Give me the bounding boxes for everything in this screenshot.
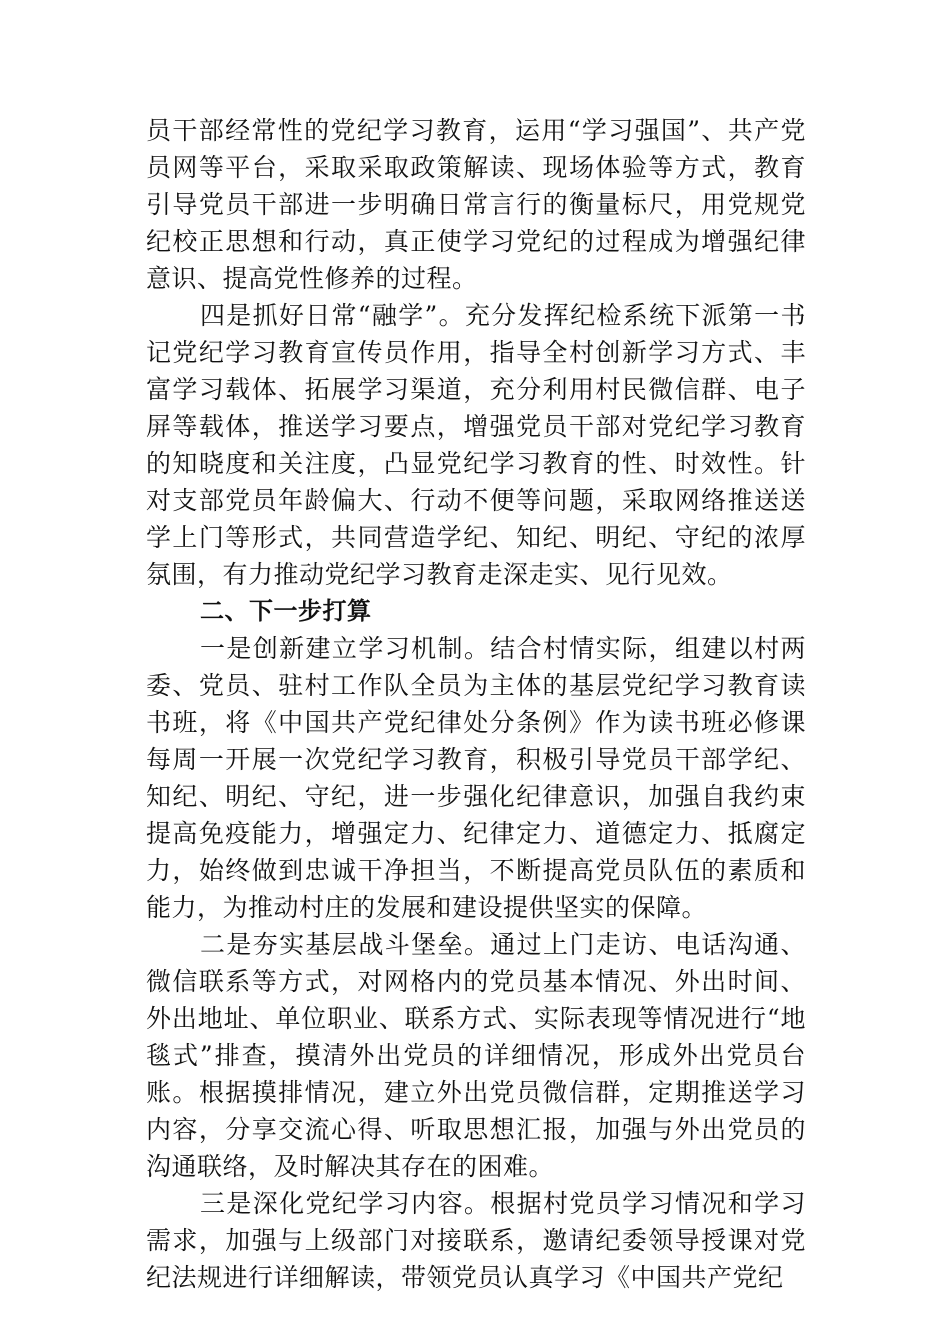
paragraph-daily-learning: 四是抓好日常“融学”。充分发挥纪检系统下派第一书记党纪学习教育宣传员作用，指导全村创新学习方式、丰富学习载体、拓展学习渠道，充分利用村民微信群、电子屏等载体，推送学习要点，增强党员干部对党纪学习教育的知晓度和关注度，凸显党纪学习教育的性、时效性。针对支部党员年龄偏大、行动不便等问题，采取网络推送送学上门等形式，共同营造学纪、知纪、明纪、守纪的浓厚氛围，有力推动党纪学习教育走深走实、见行见效。 xyxy=(146,301,806,589)
section-heading-next-steps: 二、下一步打算 xyxy=(200,597,372,625)
paragraph-continuation: 员干部经常性的党纪学习教育，运用“学习强国”、共产党员网等平台，采取采取政策解读、现场体验等方式，教育引导党员干部进一步明确日常言行的衡量标尺，用党规党纪校正思想和行动，真正使学习党纪的过程成为增强纪律意识、提高党性修养的过程。 xyxy=(146,116,806,293)
paragraph-learning-mechanism: 一是创新建立学习机制。结合村情实际，组建以村两委、党员、驻村工作队全员为主体的基层党纪学习教育读书班，将《中国共产党纪律处分条例》作为读书班必修课每周一开展一次党纪学习教育，积极引导党员干部学纪、知纪、明纪、守纪，进一步强化纪律意识，加强自我约束提高免疫能力，增强定力、纪律定力、道德定力、抵腐定力，始终做到忠诚干净担当，不断提高党员队伍的素质和能力，为推动村庄的发展和建设提供坚实的保障。 xyxy=(146,634,806,922)
paragraph-deepen-learning: 三是深化党纪学习内容。根据村党员学习情况和学习需求，加强与上级部门对接联系，邀请纪委领导授课对党纪法规进行详细解读，带领党员认真学习《中国共产党纪 xyxy=(146,1189,806,1292)
document-body xyxy=(146,112,806,1296)
paragraph-grassroots-fortress: 二是夯实基层战斗堡垒。通过上门走访、电话沟通、微信联系等方式，对网格内的党员基本情况、外出时间、外出地址、单位职业、联系方式、实际表现等情况进行“地毯式”排查，摸清外出党员的详细情况，形成外出党员台账。根据摸排情况，建立外出党员微信群，定期推送学习内容，分享交流心得、听取思想汇报，加强与外出党员的沟通联络，及时解决其存在的困难。 xyxy=(146,930,806,1181)
